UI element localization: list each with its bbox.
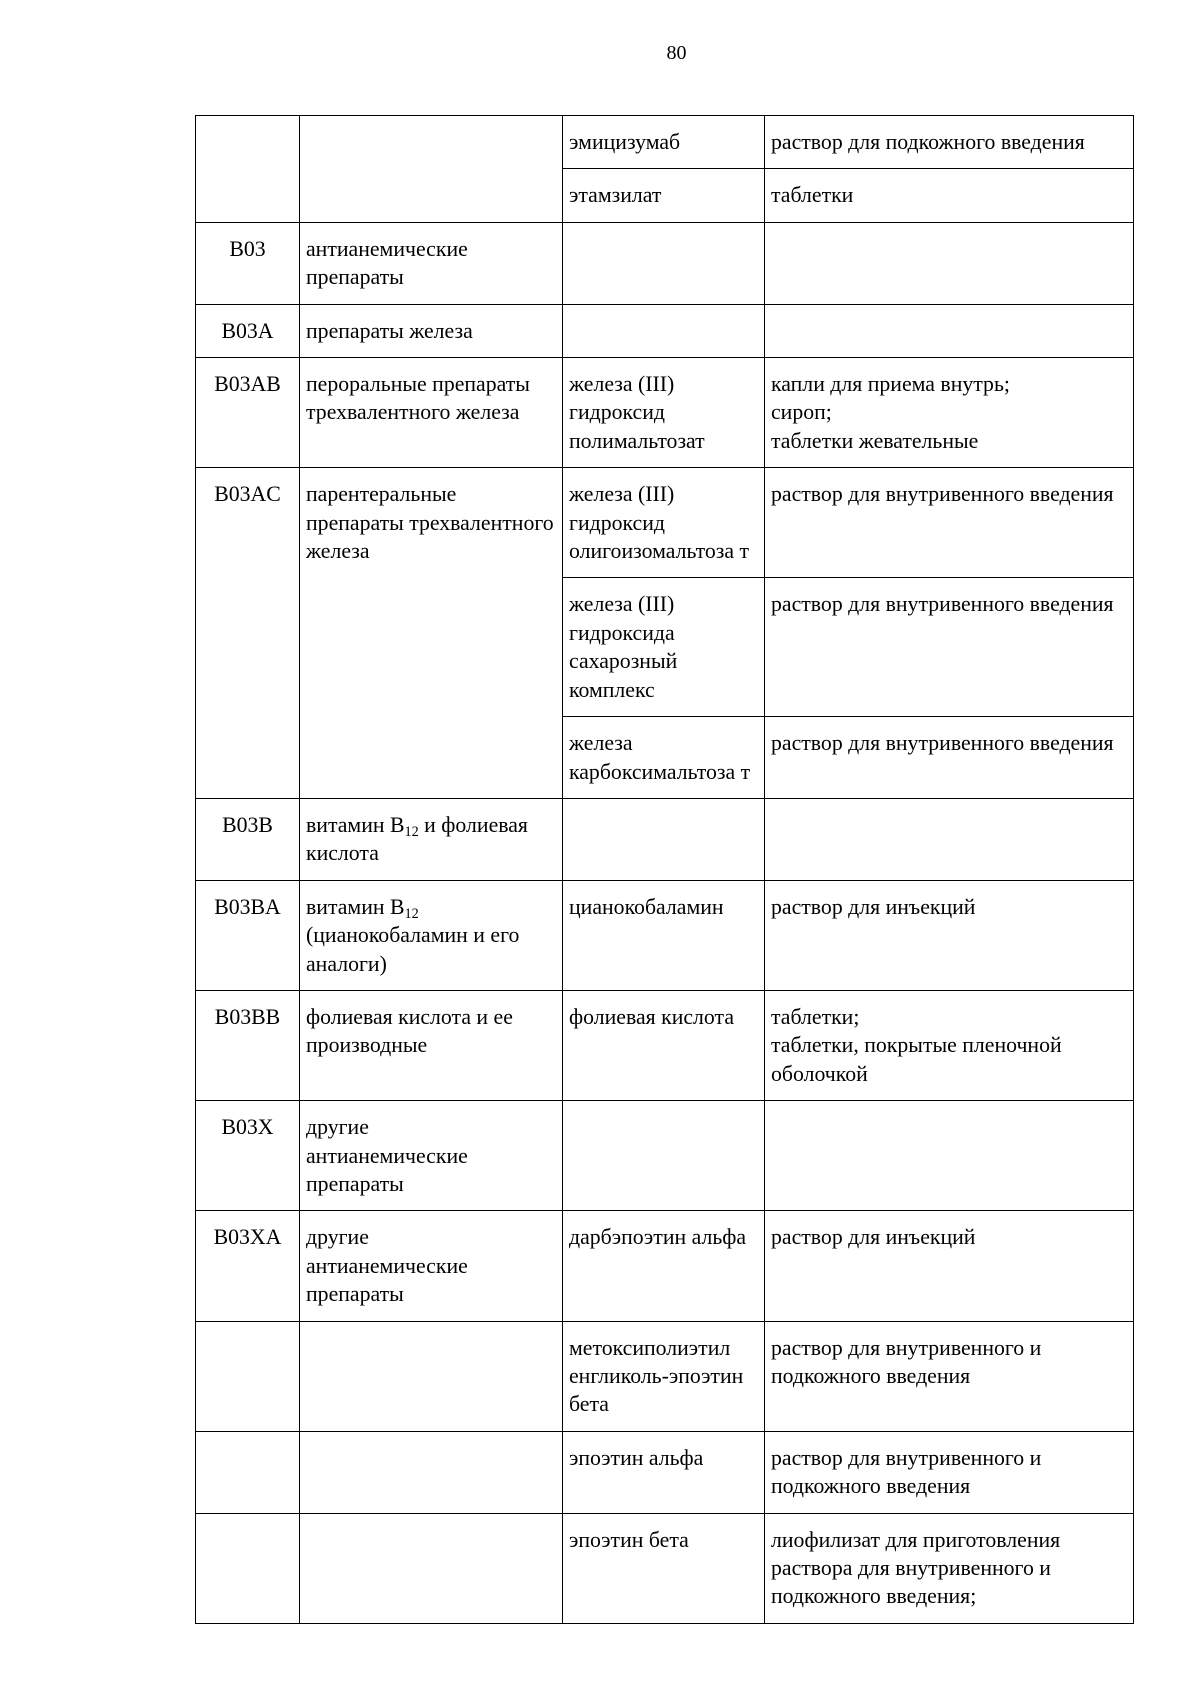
drug-cell bbox=[563, 798, 765, 880]
form-cell: таблетки bbox=[765, 169, 1134, 222]
drug-cell: железа (III) гидроксид олигоизомальтоза т bbox=[563, 468, 765, 578]
form-cell bbox=[765, 798, 1134, 880]
group-cell bbox=[300, 1101, 563, 1211]
form-cell: лиофилизат для приготовления раствора для внутривенного и подкожного введения; bbox=[765, 1513, 1134, 1623]
form-cell bbox=[765, 1101, 1134, 1211]
group-cell bbox=[300, 880, 563, 990]
group-cell: пероральные препараты трехвалентного железа bbox=[300, 358, 563, 468]
group-cell: парентеральные препараты трехвалентного железа bbox=[300, 468, 563, 799]
form-cell: раствор для внутривенного введения bbox=[765, 468, 1134, 578]
form-cell: раствор для внутривенного введения bbox=[765, 578, 1134, 717]
group-cell: антианемические препараты bbox=[300, 222, 563, 304]
code-cell: B03A bbox=[196, 304, 300, 357]
group-cell bbox=[300, 1513, 563, 1623]
form-cell: раствор для внутривенного и подкожного введения bbox=[765, 1321, 1134, 1431]
code-cell: B03AB bbox=[196, 358, 300, 468]
table-row bbox=[196, 880, 1134, 990]
code-cell bbox=[196, 1321, 300, 1431]
subscript: 12 bbox=[404, 905, 419, 922]
drug-cell bbox=[563, 304, 765, 357]
group-text: другие антианемические препараты bbox=[306, 1115, 468, 1196]
form-line: капли для приема внутрь; bbox=[771, 372, 1010, 397]
code-cell: B03X bbox=[196, 1101, 300, 1211]
drug-cell: фолиевая кислота bbox=[563, 990, 765, 1100]
code-cell: B03BB bbox=[196, 990, 300, 1100]
drug-cell: цианокобаламин bbox=[563, 880, 765, 990]
drug-cell: железа (III) гидроксида сахарозный комплекс bbox=[563, 578, 765, 717]
table-row bbox=[196, 1211, 1134, 1321]
group-cell: фолиевая кислота и ее производные bbox=[300, 990, 563, 1100]
form-line: таблетки, покрытые пленочной оболочкой bbox=[771, 1033, 1062, 1086]
table-row bbox=[196, 1101, 1134, 1211]
drug-cell: дарбэпоэтин альфа bbox=[563, 1211, 765, 1321]
form-line: таблетки; bbox=[771, 1004, 860, 1029]
drug-cell bbox=[563, 1101, 765, 1211]
group-cell bbox=[300, 798, 563, 880]
drug-cell: этамзилат bbox=[563, 169, 765, 222]
form-cell: раствор для внутривенного введения bbox=[765, 717, 1134, 799]
drug-cell bbox=[563, 222, 765, 304]
form-cell: раствор для инъекций bbox=[765, 1211, 1134, 1321]
table-row bbox=[196, 1321, 1134, 1431]
group-cell bbox=[300, 1431, 563, 1513]
drug-cell: метоксиполиэтил енгликоль-эпоэтин бета bbox=[563, 1321, 765, 1431]
table-row bbox=[196, 798, 1134, 880]
table-row bbox=[196, 1513, 1134, 1623]
table-row bbox=[196, 116, 1134, 169]
group-cell bbox=[300, 116, 563, 223]
code-cell bbox=[196, 1513, 300, 1623]
code-cell: B03BA bbox=[196, 880, 300, 990]
form-line: сироп; bbox=[771, 400, 832, 425]
group-text: (цианокобаламин и его аналоги) bbox=[306, 923, 520, 976]
drug-cell: железа (III) гидроксид полимальтозат bbox=[563, 358, 765, 468]
drug-cell: эпоэтин альфа bbox=[563, 1431, 765, 1513]
drug-cell: железа карбоксимальтоза т bbox=[563, 717, 765, 799]
code-cell bbox=[196, 116, 300, 223]
form-cell bbox=[765, 304, 1134, 357]
form-cell bbox=[765, 222, 1134, 304]
group-cell bbox=[300, 1321, 563, 1431]
table-row bbox=[196, 990, 1134, 1100]
form-cell bbox=[765, 358, 1134, 468]
code-cell: B03XA bbox=[196, 1211, 300, 1321]
group-cell: препараты железа bbox=[300, 304, 563, 357]
code-cell bbox=[196, 1431, 300, 1513]
form-line: таблетки жевательные bbox=[771, 428, 979, 453]
code-cell: B03 bbox=[196, 222, 300, 304]
form-cell: раствор для внутривенного и подкожного введения bbox=[765, 1431, 1134, 1513]
code-cell: B03B bbox=[196, 798, 300, 880]
table-row bbox=[196, 304, 1134, 357]
subscript: 12 bbox=[404, 823, 419, 840]
drug-table bbox=[195, 115, 1134, 1624]
form-cell bbox=[765, 990, 1134, 1100]
group-text: витамин B bbox=[306, 894, 405, 919]
table-row bbox=[196, 358, 1134, 468]
group-text: и фолиевая кислота bbox=[306, 812, 528, 866]
group-text: витамин B bbox=[306, 812, 405, 837]
table-row bbox=[196, 1431, 1134, 1513]
form-cell: раствор для подкожного введения bbox=[765, 116, 1134, 169]
code-cell: B03AC bbox=[196, 468, 300, 799]
table-row bbox=[196, 222, 1134, 304]
group-cell bbox=[300, 1211, 563, 1321]
form-cell: раствор для инъекций bbox=[765, 880, 1134, 990]
group-text: другие антианемические препараты bbox=[306, 1225, 468, 1307]
drug-cell: эпоэтин бета bbox=[563, 1513, 765, 1623]
table-row bbox=[196, 468, 1134, 578]
page-number: 80 bbox=[666, 42, 687, 64]
drug-cell: эмицизумаб bbox=[563, 116, 765, 169]
